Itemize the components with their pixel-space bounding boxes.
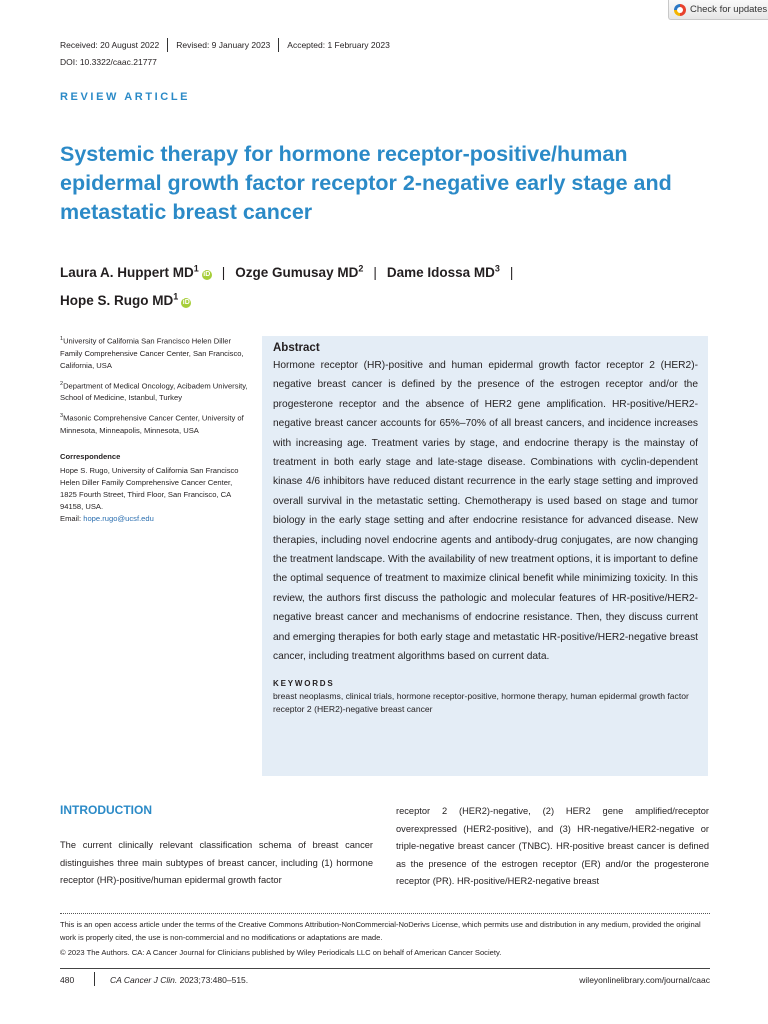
license-text: This is an open access article under the terms of the Creative Commons Attribution-NonCommercial-NoDerivs License, which permits use and distribution in any medium, provided the original work is properly cited, the use is non-commercial and no modifications or adaptations are made. (60, 920, 701, 942)
author-name: Hope S. Rugo MD (60, 293, 174, 308)
journal-citation (110, 975, 248, 985)
affiliation-number: 3 (60, 413, 64, 420)
correspondence-text (60, 465, 250, 525)
affiliation-text: Department of Medical Oncology, Acibadem University, School of Medicine, Istanbul, Turkey (60, 381, 248, 403)
author-gumusay[interactable] (235, 265, 363, 280)
separator: | (509, 264, 514, 280)
orcid-icon[interactable]: iD (203, 270, 211, 278)
email-link[interactable]: hope.rugo@ucsf.edu (83, 513, 154, 523)
footer-rule (60, 968, 710, 969)
citation-details: 2023;73:480–515. (177, 975, 249, 985)
keywords-text: breast neoplasms, clinical trials, hormone receptor-positive, hormone therapy, human epidermal growth factor receptor 2 (HER2)-negative breast cancer (273, 690, 689, 714)
orcid-icon[interactable]: iD (182, 299, 190, 306)
abstract-text: Hormone receptor (HR)-positive and human epidermal growth factor receptor 2 (HER2)-negative breast cancer is defined by the presence of the estrogen receptor and/or the progesterone receptor and the absence of HER2 gene amplification. HR-positive/HER2-negative breast cancer accounts for 65%–70% of all breast cancers, and incidence increases with increasing age. Treatment varies by stage, and endocrine therapy is the mainstay of treatment in both early stage and late-stage disease. Combinations with cyclin-dependent kinase 4/6 inhibitors have reduced distant recurrence in the early stage setting and improved overall survival in the metastatic setting. Chemotherapy is used based on stage and tumor biology in the early stage setting and after endocrine resistance for advanced disease. New therapies, including novel endocrine agents and antibody-drug conjugates, are now changing the treatment landscape. With the availability of new treatment options, it is important to define the optimal sequence of treatment to maximize clinical benefit while minimizing toxicity. In this review, the authors first discuss the pathologic and molecular features of HR-positive/HER2-negative breast cancer and mechanisms of endocrine resistance. Then, they discuss current and emerging therapies for both early stage and metastatic HR-positive/HER2-negative breast cancer, including treatment algorithms based on current data. (273, 360, 698, 663)
footer-divider (94, 972, 95, 986)
page-number: 480 (60, 975, 75, 985)
abstract-box (262, 336, 708, 776)
intro-column-right: receptor 2 (HER2)-negative, (2) HER2 gene amplified/receptor overexpressed (HER2-positive), and (3) HR-negative/HER2-negative or triple-negative breast cancer (TNBC). HR-positive breast cancer is defined as the presence of the estrogen receptor (ER) and/or the progesterone receptor (PR). HR-positive/HER2-negative breast (396, 806, 709, 887)
separator: | (221, 264, 226, 280)
author-name: Dame Idossa MD (386, 264, 495, 280)
check-for-updates-label: Check for updates (690, 4, 768, 15)
copyright-text: © 2023 The Authors. CA: A Cancer Journal for Clinicians published by Wiley Periodicals LLC on behalf of American Cancer Society. (60, 948, 502, 957)
affiliation-number: 2 (60, 380, 64, 387)
author-huppert[interactable] (60, 265, 212, 280)
article-title: Systemic therapy for hormone receptor-positive/human epidermal growth factor receptor 2-negative early stage and metastatic breast cancer (60, 142, 672, 224)
affiliation-marker: 1 (173, 291, 179, 302)
affiliation-marker: 3 (494, 263, 500, 273)
author-name: Ozge Gumusay MD (235, 264, 359, 280)
affiliation-3 (60, 410, 250, 437)
correspondence-heading: Correspondence (60, 451, 121, 461)
affiliation-number: 1 (60, 336, 64, 342)
affiliation-text: University of California San Francisco Helen Diller Family Comprehensive Cancer Center, San Francisco, California, USA (60, 336, 244, 370)
doi: DOI: 10.3322/caac.21777 (60, 57, 157, 67)
author-idossa[interactable] (387, 265, 500, 280)
check-for-updates-button[interactable] (668, 0, 768, 20)
abstract-heading: Abstract (273, 342, 320, 354)
article-history (60, 38, 398, 52)
article-type: REVIEW ARTICLE (60, 91, 191, 103)
received-date: Received: 20 August 2022 (60, 40, 160, 50)
journal-website-link[interactable]: wileyonlinelibrary.com/journal/caac (579, 975, 710, 985)
separator: | (373, 264, 377, 280)
footnote-divider (60, 913, 710, 914)
intro-column-left: The current clinically relevant classification schema of breast cancer distinguishes three main subtypes of breast cancer, including (1) hormone receptor (HR)-positive/human epidermal growth factor (60, 840, 373, 886)
crossmark-icon (674, 4, 686, 16)
affiliation-text: Masonic Comprehensive Cancer Center, University of Minnesota, Minneapolis, Minnesota, USA (60, 413, 244, 435)
author-name: Laura A. Huppert MD (60, 264, 194, 280)
affiliation-1 (60, 333, 250, 372)
keywords-heading: KEYWORDS (273, 678, 335, 688)
author-rugo[interactable] (60, 293, 191, 308)
affiliation-marker: 2 (358, 263, 364, 273)
correspondence-address: Hope S. Rugo, University of California San Francisco Helen Diller Family Comprehensive Cancer Center, 1825 Fourth Street, Third Floor, San Francisco, CA 94158, USA. (60, 465, 239, 511)
email-label: Email: (60, 513, 82, 523)
journal-name: CA Cancer J Clin. (110, 975, 178, 985)
affiliation-2 (60, 378, 250, 405)
revised-date: Revised: 9 January 2023 (176, 40, 271, 50)
affiliations (60, 333, 250, 531)
section-heading-introduction: INTRODUCTION (60, 803, 152, 817)
affiliation-marker: 1 (193, 263, 199, 273)
author-list (60, 256, 720, 313)
accepted-date: Accepted: 1 February 2023 (287, 40, 390, 50)
